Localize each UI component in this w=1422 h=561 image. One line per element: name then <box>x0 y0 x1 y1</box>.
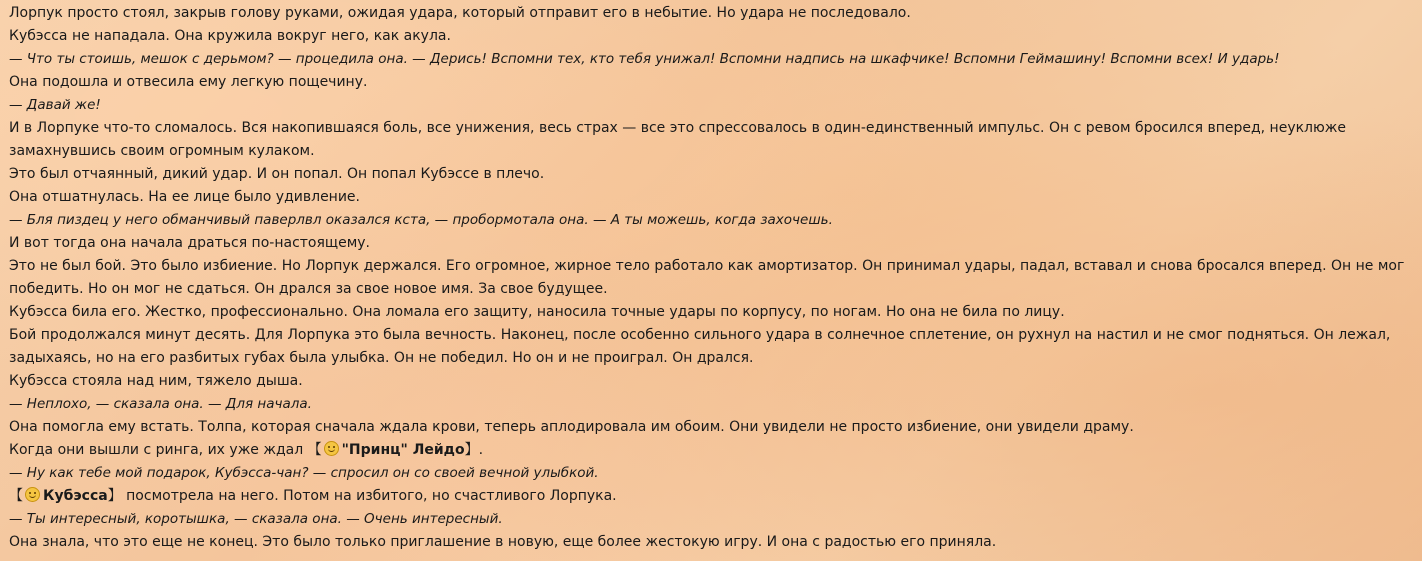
paragraph: Она знала, что это еще не конец. Это было только приглашение в новую, еще более жестокую игру. И она с радостью его приняла. <box>9 534 997 550</box>
smiley-icon <box>324 441 339 456</box>
dialogue-line: — Неплохо, — сказала она. — Для начала. <box>9 396 312 412</box>
paragraph: И вот тогда она начала драться по-настоящему. <box>9 235 370 251</box>
bracket-close: 】 <box>107 488 122 504</box>
dialogue-line: — Что ты стоишь, мешок с дерьмом? — процедила она. — Дерись! Вспомни тех, кто тебя унижал! Вспомни надпись на шкафчике! Вспомни Геймашину! Вспомни всех! И ударь! <box>9 51 1280 67</box>
paragraph: Кубэсса стояла над ним, тяжело дыша. <box>9 373 303 389</box>
dialogue-line: — Давай же! <box>9 97 101 113</box>
paragraph-text: посмотрела на него. Потом на избитого, но счастливого Лорпука. <box>121 488 617 504</box>
dialogue-line: — Ты интересный, коротышка, — сказала она. — Очень интересный. <box>9 511 503 527</box>
paragraph: Она подошла и отвесила ему легкую пощечину. <box>9 74 368 90</box>
paragraph: Кубэсса не нападала. Она кружила вокруг него, как акула. <box>9 28 451 44</box>
character-name: Кубэсса <box>43 488 108 504</box>
story-text <box>9 2 1419 554</box>
dialogue-line: — Ну как тебе мой подарок, Кубэсса-чан? — спросил он со своей вечной улыбкой. <box>9 465 599 481</box>
paragraph-text: . <box>478 442 484 458</box>
paragraph: Это был отчаянный, дикий удар. И он попал. Он попал Кубэссе в плечо. <box>9 166 545 182</box>
bracket-close: 】 <box>464 442 479 458</box>
paragraph <box>9 485 1419 508</box>
paragraph: Это не был бой. Это было избиение. Но Лорпук держался. Его огромное, жирное тело работало как амортизатор. Он принимал удары, падал, вставал и снова бросался вперед. Он не мог победить. Но он мог не сдаться. Он дрался за свое новое имя. За свое будущее. <box>9 258 1405 297</box>
paragraph: Лорпук просто стоял, закрыв голову руками, ожидая удара, который отправит его в небытие. Но удара не последовало. <box>9 5 911 21</box>
character-name: "Принц" Лейдо <box>341 442 465 458</box>
character-mention-leido[interactable] <box>308 442 479 458</box>
paragraph: Бой продолжался минут десять. Для Лорпука это была вечность. Наконец, после особенно сильного удара в солнечное сплетение, он рухнул на настил и не смог подняться. Он лежал, задыхаясь, но на его разбитых губах была улыбка. Он не победил. Но он и не проиграл. Он дрался. <box>9 327 1391 366</box>
paragraph: Она помогла ему встать. Толпа, которая сначала ждала крови, теперь аплодировала им обоим. Они увидели не просто избиение, они увидели драму. <box>9 419 1134 435</box>
paragraph: Она отшатнулась. На ее лице было удивление. <box>9 189 360 205</box>
character-mention-kubessa[interactable] <box>9 488 122 504</box>
bracket-open: 【 <box>307 442 322 458</box>
paragraph <box>9 439 1419 462</box>
smiley-icon <box>25 487 40 502</box>
paragraph: Кубэсса била его. Жестко, профессионально. Она ломала его защиту, наносила точные удары по корпусу, по ногам. Но она не била по лицу. <box>9 304 1065 320</box>
paragraph: И в Лорпуке что-то сломалось. Вся накопившаяся боль, все унижения, весь страх — все это спрессовалось в один-единственный импульс. Он с ревом бросился вперед, неуклюже замахнувшись своим огромным кулаком. <box>9 120 1347 159</box>
bracket-open: 【 <box>9 488 23 504</box>
paragraph-text: Когда они вышли с ринга, их уже ждал <box>9 442 308 458</box>
dialogue-line: — Бля пиздец у него обманчивый паверлвл оказался кста, — пробормотала она. — А ты можешь, когда захочешь. <box>9 212 833 228</box>
